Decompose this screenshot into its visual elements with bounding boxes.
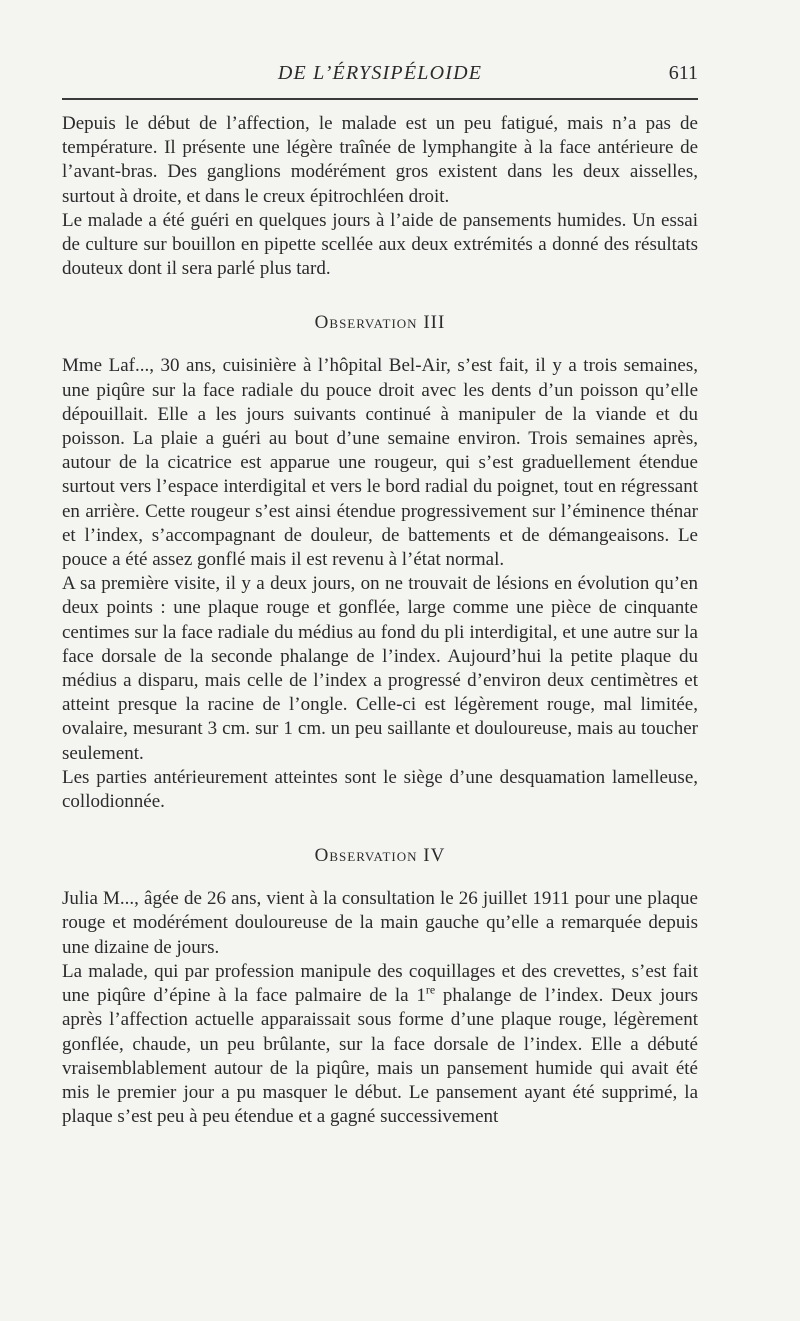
paragraph-obs3-2: A sa première visite, il y a deux jours, on ne trouvait de lésions en évolution qu’en deux points : une plaque rouge et gonflée, large comme une pièce de cinquante centimes sur la face radiale du médius au fond du pli interdigital, et une autre sur la face dorsale de la seconde phalange de l’index. Aujourd’hui la petite plaque du médius a disparu, mais celle de l’index a progressé d’environ deux centimètres et atteint presque la racine de l’ongle. Celle-ci est légèrement rouge, mal limitée, ovalaire, mesurant 3 cm. sur 1 cm. un peu saillante et douloureuse, mais au toucher seulement. [62, 573, 698, 764]
ordinal-superscript: re [425, 982, 436, 997]
page-header [62, 58, 698, 92]
paragraph-intro-2: Le malade a été guéri en quelques jours à l’aide de pansements humides. Un essai de culture sur bouillon en pipette scellée aux deux extrémités a donné des résultats douteux dont il sera parlé plus tard. [62, 209, 698, 280]
header-rule [62, 98, 698, 100]
heading-observation-4: Observation IV [314, 845, 446, 867]
running-title: DE L’ÉRYSIPÉLOIDE [277, 62, 483, 84]
paragraph-obs3-1: Mme Laf..., 30 ans, cuisinière à l’hôpital Bel-Air, s’est fait, il y a trois semaines, une piqûre sur la face radiale du pouce droit avec les dents d’un poisson qu’elle dépouillait. Elle a les jours suivants continué à manipuler de la viande et du poisson. La plaie a guéri au bout d’une semaine environ. Trois semaines après, autour de la cicatrice est apparue une rougeur, qui s’est graduellement étendue surtout vers l’espace interdigital et vers le bord radial du poignet, tout en régressant en arrière. Cette rougeur s’est ainsi étendue progressivement sur l’éminence thénar et l’index, s’accompagnant de douleur, de battements et de démangeaisons. Le pouce a été assez gonflé mais il est revenu à l’état normal. [62, 355, 698, 571]
page-number: 611 [668, 62, 698, 84]
paragraph-obs4-2-end: phalange de l’index. Deux jours après l’affection actuelle apparaissait sous forme d’une plaque rouge, légèrement gonflée, chaude, un peu brûlante, sur la face dorsale de l’index. Elle a débuté vraisemblablement autour de la piqûre, mais un pansement humide qui avait été mis le premier jour a pu masquer le début. Le pansement ayant été supprimé, la plaque s’est peu à peu étendue et a gagné successivement [62, 985, 699, 1128]
body-text [62, 112, 698, 1129]
paragraph-obs3-3: Les parties antérieurement atteintes sont le siège d’une desquamation lamelleuse, collodionnée. [62, 766, 698, 813]
heading-observation-3: Observation III [314, 312, 446, 334]
paragraph-obs4-2-start: La malade, qui par profession manipule des coquillages et des crevettes, s’est fait une piqûre d’épine à la face palmaire de la 1 [62, 960, 698, 1007]
paragraph-obs4-1: Julia M..., âgée de 26 ans, vient à la consultation le 26 juillet 1911 pour une plaque rouge et modérément douloureuse de la main gauche qu’elle a remarquée depuis une dizaine de jours. [62, 888, 698, 958]
paragraph-obs4-2 [62, 960, 698, 1129]
paragraph-intro-1: Depuis le début de l’affection, le malade est un peu fatigué, mais n’a pas de température. Il présente une légère traînée de lymphangite à la face antérieure de l’avant-bras. Des ganglions modérément gros existent dans les deux aisselles, surtout à droite, et dans le creux épitrochléen droit. [62, 113, 698, 207]
